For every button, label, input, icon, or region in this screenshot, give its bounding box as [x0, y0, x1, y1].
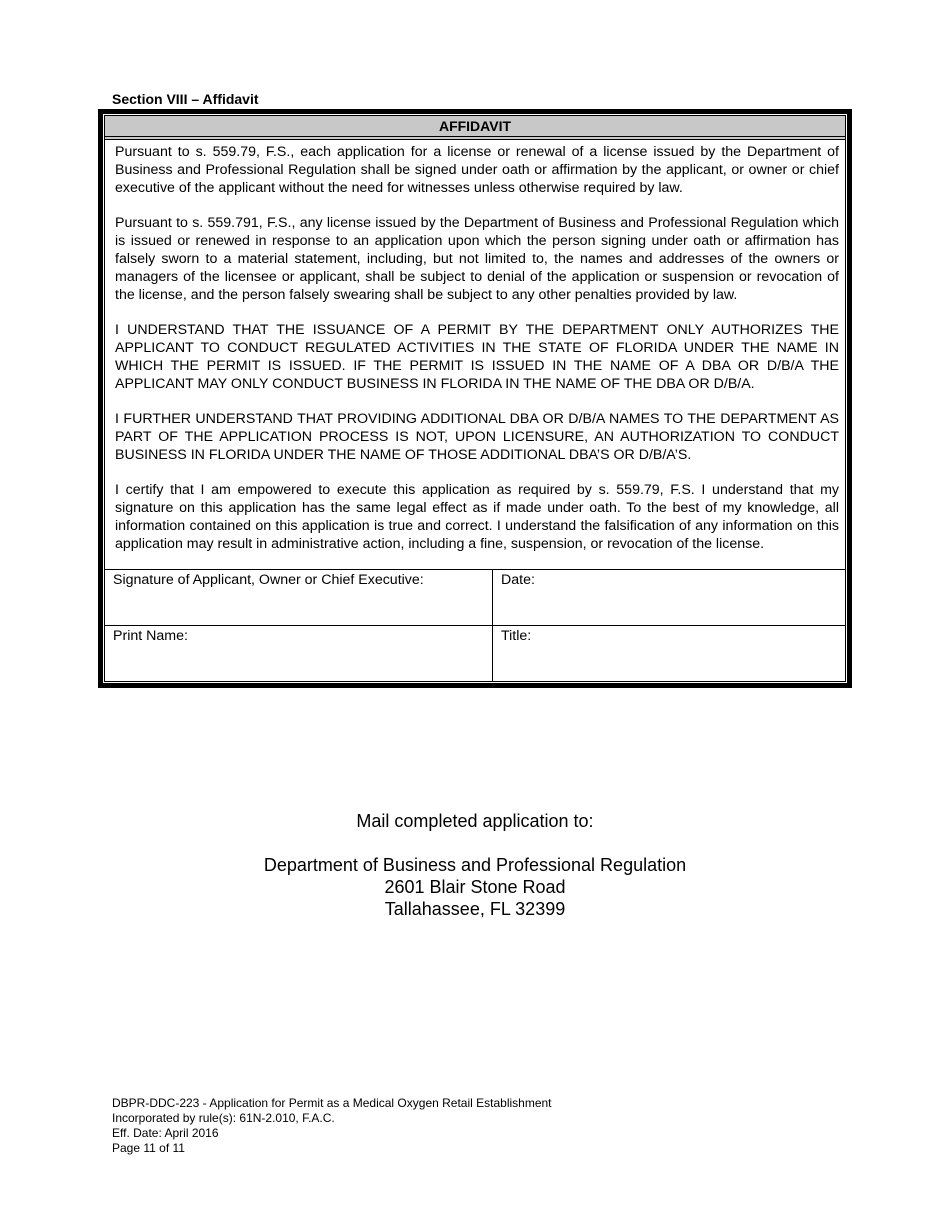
date-field[interactable]: [493, 570, 846, 626]
date-label: Date:: [501, 572, 535, 588]
title-label: Title:: [501, 628, 532, 644]
affidavit-header: AFFIDAVIT: [105, 116, 845, 140]
mailing-heading: Mail completed application to:: [356, 811, 594, 831]
mailing-address-line-2: 2601 Blair Stone Road: [384, 877, 566, 897]
footer-form-id: DBPR-DDC-223 - Application for Permit as a Medical Oxygen Retail Establishment: [112, 1096, 552, 1110]
affidavit-form: [98, 109, 852, 688]
footer-eff-date: Eff. Date: April 2016: [112, 1126, 219, 1140]
affidavit-paragraph-4: I FURTHER UNDERSTAND THAT PROVIDING ADDITIONAL DBA OR D/B/A NAMES TO THE DEPARTMENT AS PART OF THE APPLICATION PROCESS IS NOT, UPON LICENSURE, AN AUTHORIZATION TO CONDUCT BUSINESS IN FLORIDA UNDER THE NAME OF THOSE ADDITIONAL DBA’S OR D/B/A’S.: [115, 411, 839, 463]
signature-table: [105, 569, 845, 681]
mailing-address-line-3: Tallahassee, FL 32399: [384, 899, 566, 919]
signature-row: [105, 570, 845, 626]
affidavit-body: [105, 140, 845, 553]
footer-page-number: Page 11 of 11: [112, 1141, 185, 1155]
footer-rule: Incorporated by rule(s): 61N-2.010, F.A.C.: [112, 1111, 335, 1125]
title-field[interactable]: [493, 626, 846, 682]
affidavit-paragraph-2: Pursuant to s. 559.791, F.S., any license issued by the Department of Business and Professional Regulation which is issued or renewed in response to an application upon which the person signing under oath or affirmation has falsely sworn to a material statement, including, but not limited to, the names and addresses of the owners or managers of the licensee or applicant, shall be subject to denial of the application or suspension or revocation of the license, and the person falsely swearing shall be subject to any other penalties provided by law.: [115, 215, 839, 303]
signature-label: Signature of Applicant, Owner or Chief Executive:: [113, 572, 424, 588]
mailing-block: [0, 810, 950, 920]
section-heading: Section VIII – Affidavit: [112, 91, 259, 107]
affidavit-paragraph-3: I UNDERSTAND THAT THE ISSUANCE OF A PERMIT BY THE DEPARTMENT ONLY AUTHORIZES THE APPLICANT TO CONDUCT REGULATED ACTIVITIES IN THE STATE OF FLORIDA UNDER THE NAME IN WHICH THE PERMIT IS ISSUED. IF THE PERMIT IS ISSUED IN THE NAME OF A DBA OR D/B/A THE APPLICANT MAY ONLY CONDUCT BUSINESS IN FLORIDA IN THE NAME OF THE DBA OR D/B/A.: [115, 322, 839, 392]
print-name-row: [105, 626, 845, 682]
affidavit-paragraph-5: I certify that I am empowered to execute this application as required by s. 559.79, F.S. I understand that my signature on this application has the same legal effect as if made under oath. To the best of my knowledge, all information contained on this application is true and correct. I understand the falsification of any information on this application may result in administrative action, including a fine, suspension, or revocation of the license.: [115, 482, 839, 552]
affidavit-paragraph-1: Pursuant to s. 559.79, F.S., each application for a license or renewal of a license issued by the Department of Business and Professional Regulation shall be signed under oath or affirmation by the applicant, or owner or chief executive of the applicant without the need for witnesses unless otherwise required by law.: [115, 144, 839, 196]
mailing-address-line-1: Department of Business and Professional Regulation: [263, 855, 687, 875]
affidavit-form-inner: [104, 115, 846, 682]
signature-field[interactable]: [105, 570, 493, 626]
print-name-field[interactable]: [105, 626, 493, 682]
page-footer: [112, 1096, 552, 1156]
print-name-label: Print Name:: [113, 628, 188, 644]
